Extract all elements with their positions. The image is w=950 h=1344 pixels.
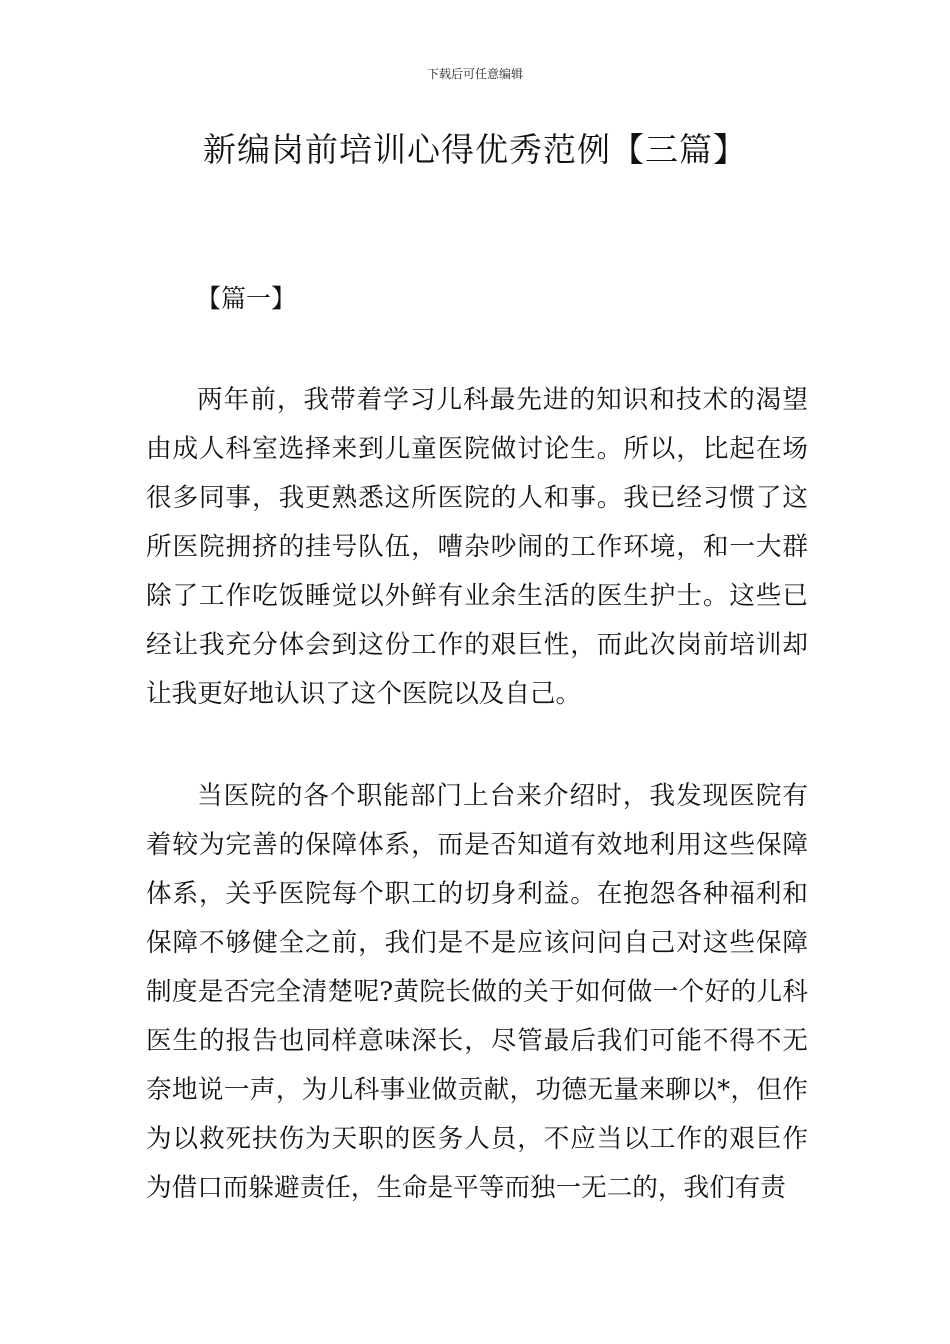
section-heading: 【篇一】 [196, 284, 297, 313]
body-paragraph-2: 当医院的各个职能部门上台来介绍时，我发现医院有着较为完善的保障体系，而是否知道有效地利用这些保障体系，关乎医院每个职工的切身利益。在抱怨各种福利和保障不够健全之前，我们是不是应该问问自己对这些保障制度是否完全清楚呢?黄院长做的关于如何做一个好的儿科医生的报告也同样意味深长，尽管最后我们可能不得不无奈地说一声，为儿科事业做贡献，功德无量来聊以*，但作为以救死扶伤为天职的医务人员，不应当以工作的艰巨作为借口而躲避责任，生命是平等而独一无二的，我们有责 [146, 781, 808, 1203]
header-note: 下载后可任意编辑 [426, 67, 523, 81]
body-paragraph-1: 两年前，我带着学习儿科最先进的知识和技术的渴望由成人科室选择来到儿童医院做讨论生。所以，比起在场很多同事，我更熟悉这所医院的人和事。我已经习惯了这所医院拥挤的挂号队伍，嘈杂吵闹的工作环境，和一大群除了工作吃饭睡觉以外鲜有业余生活的医生护士。这些已经让我充分体会到这份工作的艰巨性，而此次岗前培训却让我更好地认识了这个医院以及自己。 [146, 385, 808, 709]
document-title: 新编岗前培训心得优秀范例【三篇】 [203, 130, 747, 169]
